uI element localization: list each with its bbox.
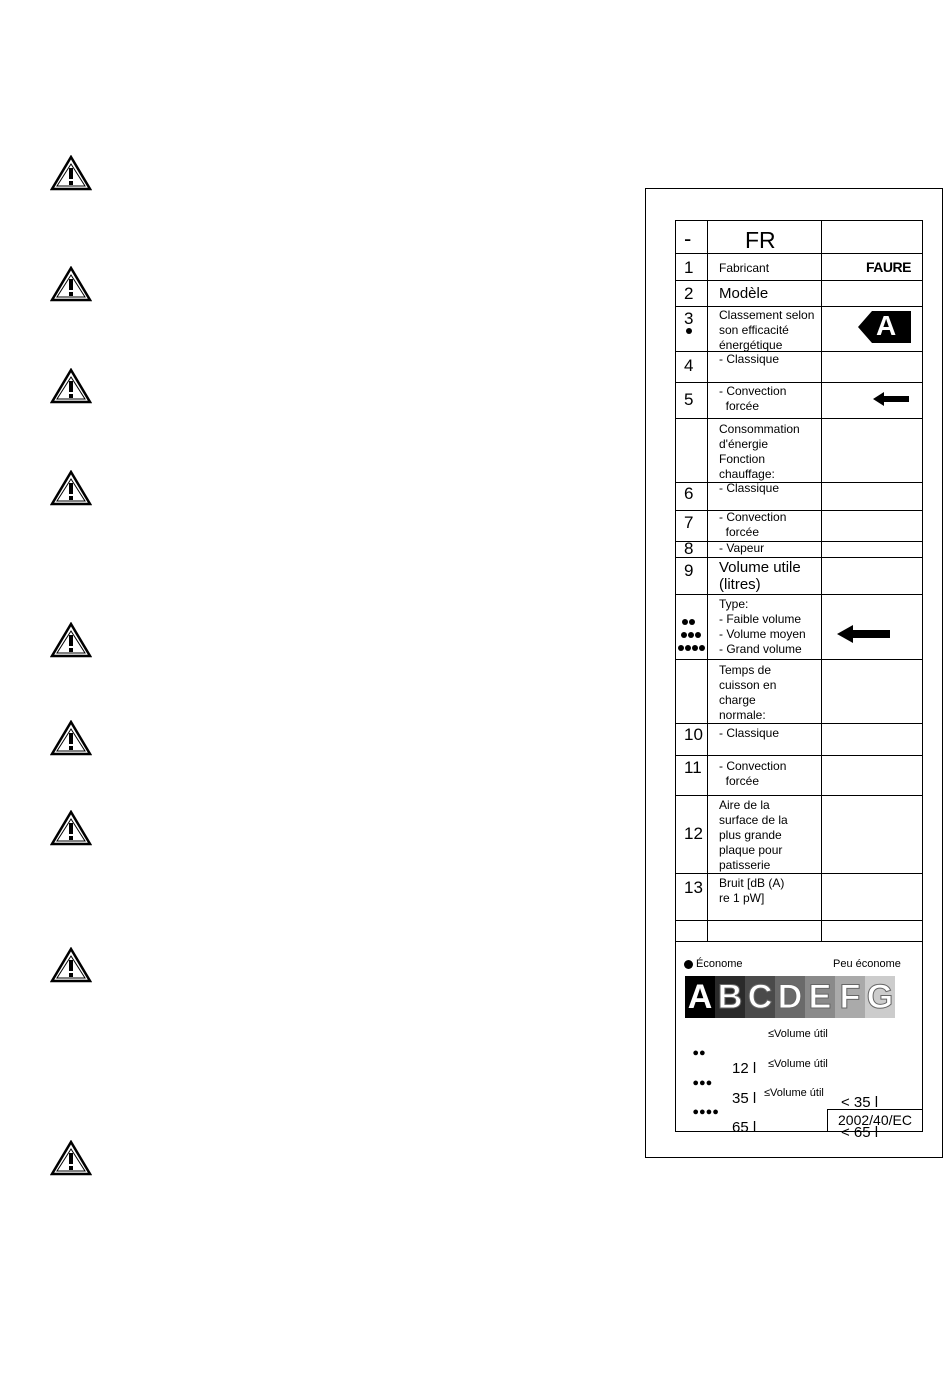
row-text: Consommation d'énergie Fonction chauffage: — [719, 422, 800, 481]
row-text: - Vapeur — [719, 541, 765, 555]
arrow-left-icon — [837, 624, 890, 644]
scale-letter: G — [865, 976, 895, 1018]
warning-icon — [50, 266, 92, 302]
warning-icon — [50, 470, 92, 506]
directive-label: 2002/40/EC — [827, 1109, 923, 1132]
row-text: Aire de la surface de la plus grande plaque pour patisserie — [719, 798, 788, 872]
header-dash: - — [684, 226, 692, 251]
econome-dot — [684, 960, 693, 969]
row-text: Classement selon son efficacité énergétique — [719, 308, 815, 352]
row-text: Bruit [dB (A) re 1 pW] — [719, 876, 785, 905]
arrow-left-icon — [873, 391, 909, 407]
row-text: Type: - Faible volume - Volume moyen - Grand volume — [719, 597, 806, 656]
brand-logo: FAURE — [866, 259, 911, 275]
scale-letter: B — [715, 976, 745, 1018]
column-divider — [821, 220, 822, 941]
row-text: - Classique — [719, 726, 780, 740]
bullet-dot — [686, 328, 692, 334]
warning-icon — [50, 810, 92, 846]
row-text: Fabricant — [719, 261, 770, 275]
row-number: 7 — [684, 513, 694, 532]
row-text: - Convection forcée — [719, 384, 787, 413]
row-number: 2 — [684, 284, 694, 303]
row-number: 5 — [684, 390, 694, 409]
warning-icon — [50, 622, 92, 658]
peu-econome-label: Peu économe — [833, 958, 901, 970]
volume-dots-icon — [677, 617, 705, 655]
row-number: 10 — [684, 725, 703, 744]
warning-icon — [50, 720, 92, 756]
scale-letter: D — [775, 976, 805, 1018]
row-text: - Convection forcée — [719, 759, 787, 788]
volume-row: ●● 12 l ≤Volume útil < 35 l — [692, 1028, 879, 1111]
scale-letter: C — [745, 976, 775, 1018]
row-text: Volume utile (litres) — [719, 559, 801, 593]
econome-label: Économe — [696, 958, 743, 970]
scale-letter: F — [835, 976, 865, 1018]
column-divider — [707, 220, 708, 941]
energy-scale — [685, 976, 895, 1018]
warning-icon — [50, 155, 92, 191]
header-language: FR — [745, 227, 776, 253]
volume-row: ●●●● 65 l ≤Volume útil — [692, 1087, 824, 1136]
row-text: Modèle — [719, 285, 769, 302]
row-number: 9 — [684, 561, 694, 580]
row-text: - Classique — [719, 352, 780, 366]
warning-icon — [50, 1140, 92, 1176]
row-text: Temps de cuisson en charge normale: — [719, 663, 777, 722]
row-number: 12 — [684, 824, 703, 843]
volume-row: ●●● 35 l ≤Volume útil < 65 l — [692, 1058, 879, 1141]
scale-letter: E — [805, 976, 835, 1018]
row-number: 11 — [684, 758, 702, 777]
row-number: 3 — [684, 309, 694, 328]
row-text: - Convection forcée — [719, 510, 787, 539]
warning-icon — [50, 947, 92, 983]
row-number: 4 — [684, 356, 694, 375]
row-number: 8 — [684, 539, 694, 558]
warning-icon — [50, 368, 92, 404]
row-number: 13 — [684, 878, 703, 897]
scale-letter: A — [685, 976, 715, 1018]
row-number: 1 — [684, 258, 694, 277]
energy-class-letter: A — [876, 310, 897, 341]
row-number: 6 — [684, 484, 694, 503]
row-text: - Classique — [719, 481, 780, 495]
